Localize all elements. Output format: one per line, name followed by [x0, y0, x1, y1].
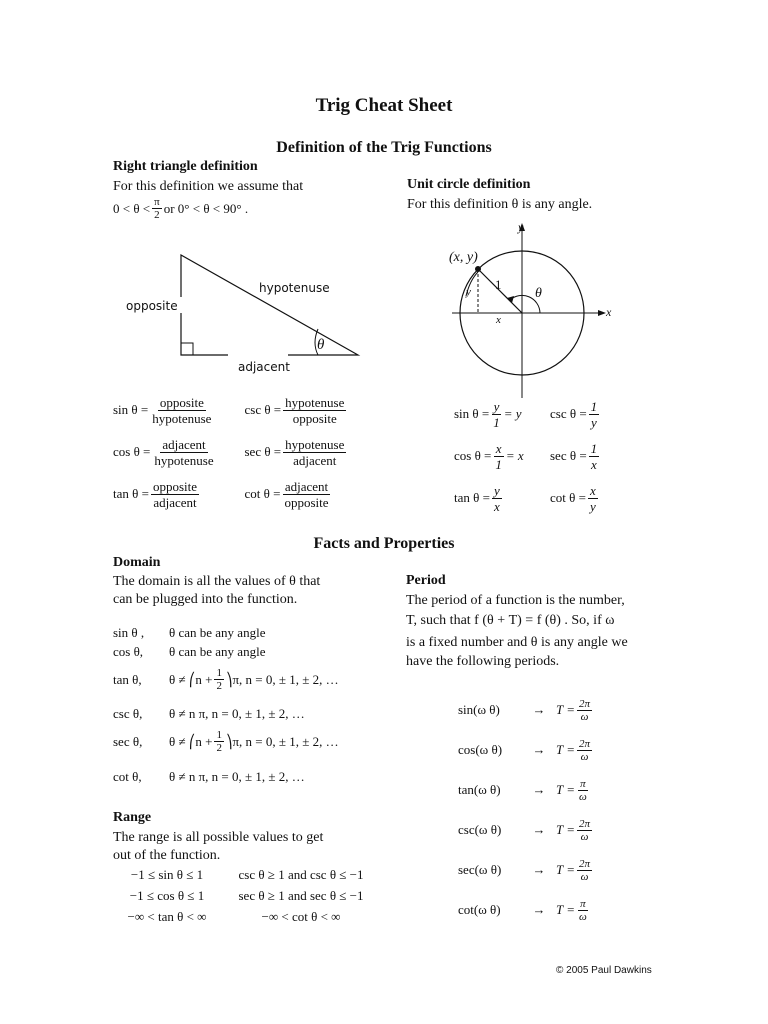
domain-text-2: can be plugged into the function. [113, 592, 298, 607]
uc-formula-lhs: sec θ = [550, 448, 587, 463]
uc-formula [550, 399, 630, 430]
half-fraction [214, 729, 224, 754]
range-right: −∞ < cot θ < ∞ [261, 908, 341, 924]
formula-fraction [283, 395, 346, 426]
half-fraction-den: 2 [216, 742, 222, 754]
opposite-label: opposite [126, 299, 178, 313]
period-text-4: have the following periods. [406, 654, 560, 669]
formula-fraction [151, 479, 199, 510]
domain-function: cot θ, [113, 769, 142, 784]
uc-formula-fraction-num: 1 [590, 440, 598, 456]
domain-condition: θ can be any angle [169, 625, 266, 640]
definitions-heading: Definition of the Trig Functions [276, 139, 492, 156]
uc-formula-fraction-num: y [493, 482, 500, 498]
period-t: T = [556, 702, 576, 717]
formula-fraction-num: adjacent [162, 436, 206, 452]
period-fraction-num: 2π [579, 697, 591, 710]
x-axis-arrow [598, 310, 606, 316]
range-right: sec θ ≥ 1 and sec θ ≤ −1 [238, 887, 364, 903]
uc-formula-fraction-num: y [493, 398, 500, 414]
period-fraction-num: π [580, 777, 586, 790]
period-t: T = [556, 822, 576, 837]
right-triangle-formulas [113, 389, 373, 515]
period-row [458, 890, 658, 930]
period-function: tan(ω θ) [458, 782, 501, 797]
domain-heading: Domain [113, 555, 161, 570]
arrow-icon: → [532, 742, 546, 757]
right-angle-mark [181, 343, 193, 355]
range-row [113, 864, 393, 885]
hypotenuse-label: hypotenuse [259, 281, 330, 295]
range-left: −∞ < tan θ < ∞ [127, 908, 207, 924]
unit-circle-formulas [454, 393, 634, 519]
domain-condition: θ can be any angle [169, 644, 266, 659]
period-text-2: T, such that f (θ + T) = f (θ) . So, if ω [406, 613, 615, 628]
formula-row [113, 431, 373, 473]
uc-formula-lhs: sin θ = [454, 406, 490, 421]
circle-theta-label: θ [535, 286, 542, 301]
formula-fraction-den: opposite [284, 494, 329, 510]
uc-formula [454, 483, 550, 514]
uc-formula-fraction-den: 1 [493, 414, 500, 430]
period-row [458, 850, 658, 890]
formula-fraction [150, 395, 213, 426]
uc-formula [454, 399, 550, 430]
uc-formula-row [454, 393, 634, 435]
uc-formula-fraction [588, 483, 598, 514]
domain-row [113, 769, 305, 785]
formula-fraction-num: opposite [159, 394, 204, 410]
x-axis-label: x [606, 305, 612, 319]
uc-formula-lhs: cos θ = [454, 448, 492, 463]
period-t: T = [556, 782, 576, 797]
uc-formula-fraction-den: x [591, 456, 597, 472]
uc-formula-fraction [589, 399, 600, 430]
formula [244, 479, 373, 510]
uc-formula-fraction [491, 399, 502, 430]
half-fraction-num: 1 [216, 667, 222, 679]
pi-den: 2 [154, 209, 160, 221]
unit-circle-heading: Unit circle definition [407, 177, 531, 192]
domain-condition-post: ⎞π, n = 0, ± 1, ± 2, … [225, 733, 339, 749]
uc-formula-fraction-den: y [589, 498, 596, 514]
range-text-1: The range is all possible values to get [113, 830, 324, 845]
domain-condition-pre: θ ≠ ⎛n + [169, 733, 213, 749]
domain-row [113, 729, 339, 754]
facts-heading: Facts and Properties [313, 535, 455, 552]
period-fraction-den: ω [579, 790, 587, 803]
period-function: sec(ω θ) [458, 862, 502, 877]
angle-condition [113, 196, 248, 221]
formula-fraction-num: hypotenuse [285, 394, 345, 410]
period-row [458, 730, 658, 770]
domain-function: sin θ , [113, 625, 145, 640]
formula-lhs: sec θ = [244, 444, 282, 459]
y-leg-label: y [466, 286, 471, 298]
uc-formula-fraction [589, 441, 600, 472]
period-fraction-num: 2π [579, 857, 591, 870]
period-function: cos(ω θ) [458, 742, 503, 757]
half-fraction-num: 1 [216, 729, 222, 741]
period-fraction-den: ω [579, 910, 587, 923]
period-fraction-den: ω [580, 830, 589, 843]
formula [113, 437, 244, 468]
domain-condition-pre: θ ≠ ⎛n + [169, 671, 213, 687]
formula-lhs: sin θ = [113, 402, 149, 417]
pi-num: π [154, 196, 160, 208]
period-fraction [577, 858, 592, 883]
uc-formula-lhs: csc θ = [550, 406, 587, 421]
period-function: cot(ω θ) [458, 902, 501, 917]
period-t: T = [556, 742, 576, 757]
domain-function: tan θ, [113, 671, 142, 687]
period-text-3: is a fixed number and θ is any angle we [406, 635, 628, 650]
arrow-icon: → [532, 822, 546, 837]
period-row [458, 770, 658, 810]
arrow-icon: → [532, 702, 546, 717]
domain-row [113, 706, 305, 722]
period-fraction-num: 2π [579, 737, 591, 750]
formula [113, 479, 244, 510]
period-row [458, 690, 658, 730]
radius-label: 1 [495, 277, 502, 292]
formula-fraction-den: adjacent [153, 494, 197, 510]
unit-circle-figure [440, 218, 620, 398]
domain-condition: θ ≠ n π, n = 0, ± 1, ± 2, … [169, 706, 305, 721]
uc-formula-lhs: tan θ = [454, 490, 490, 505]
page-title: Trig Cheat Sheet [315, 95, 453, 116]
period-text-1: The period of a function is the number, [406, 593, 625, 608]
period-fraction [577, 898, 589, 923]
point-marker [475, 266, 481, 272]
uc-formula-fraction [492, 483, 502, 514]
range-left: −1 ≤ cos θ ≤ 1 [129, 887, 205, 903]
right-triangle-intro: For this definition we assume that [113, 179, 304, 194]
formula-fraction-num: hypotenuse [285, 436, 345, 452]
period-fraction [577, 698, 592, 723]
range-left: −1 ≤ sin θ ≤ 1 [130, 866, 204, 882]
y-axis-label: y [518, 220, 524, 234]
uc-formula-rhs: = y [503, 406, 522, 421]
uc-formula [550, 483, 630, 514]
formula [244, 395, 373, 426]
adjacent-label: adjacent [238, 360, 290, 374]
arrow-icon: → [532, 782, 546, 797]
uc-formula-fraction-num: x [589, 482, 596, 498]
formula-row [113, 389, 373, 431]
uc-formula-fraction-den: x [493, 498, 500, 514]
uc-formula-fraction-num: 1 [590, 398, 598, 414]
range-rows [113, 864, 393, 927]
formula-fraction-num: adjacent [284, 478, 329, 494]
formula-fraction-den: opposite [292, 410, 337, 426]
domain-condition: θ ≠ n π, n = 0, ± 1, ± 2, … [169, 769, 305, 784]
x-leg-label: x [496, 314, 501, 326]
domain-row [113, 667, 339, 692]
period-rows [458, 690, 658, 930]
period-fraction-num: 2π [579, 817, 591, 830]
pi-over-2 [152, 196, 162, 221]
formula-lhs: cot θ = [244, 486, 281, 501]
uc-formula [550, 441, 630, 472]
range-right: csc θ ≥ 1 and csc θ ≤ −1 [238, 866, 364, 882]
period-function: csc(ω θ) [458, 822, 502, 837]
domain-function: csc θ, [113, 706, 143, 721]
domain-condition-post: ⎞π, n = 0, ± 1, ± 2, … [225, 671, 339, 687]
formula-lhs: csc θ = [244, 402, 282, 417]
formula [244, 437, 373, 468]
formula-lhs: cos θ = [113, 444, 151, 459]
right-triangle-heading: Right triangle definition [113, 159, 258, 174]
period-row [458, 810, 658, 850]
domain-function: cos θ, [113, 644, 144, 659]
period-heading: Period [406, 573, 446, 588]
period-fraction-den: ω [580, 750, 589, 763]
uc-formula-fraction-den: y [591, 414, 597, 430]
domain-row [113, 625, 265, 641]
point-label: (x, y) [449, 250, 478, 265]
period-fraction [577, 738, 592, 763]
uc-formula-fraction-den: 1 [495, 456, 502, 472]
triangle-shape [181, 255, 358, 355]
domain-row [113, 644, 265, 660]
formula-fraction-den: hypotenuse [152, 410, 212, 426]
formula-fraction [282, 479, 330, 510]
domain-function: sec θ, [113, 733, 143, 749]
arrow-icon: → [532, 862, 546, 877]
formula-fraction [152, 437, 215, 468]
period-fraction [577, 778, 589, 803]
half-fraction-den: 2 [216, 680, 222, 692]
uc-formula [454, 441, 550, 472]
period-function: sin(ω θ) [458, 702, 500, 717]
period-fraction-den: ω [580, 870, 589, 883]
period-t: T = [556, 862, 576, 877]
uc-formula-lhs: cot θ = [550, 490, 586, 505]
formula-row [113, 473, 373, 515]
formula-lhs: tan θ = [113, 486, 149, 501]
period-fraction [577, 818, 592, 843]
uc-formula-fraction-num: x [495, 440, 502, 456]
unit-circle-intro: For this definition θ is any angle. [407, 197, 593, 212]
arrow-icon: → [532, 902, 546, 917]
formula-fraction-num: opposite [152, 478, 198, 494]
period-fraction-num: π [580, 897, 586, 910]
range-row [113, 885, 393, 906]
range-row [113, 906, 393, 927]
range-text-2: out of the function. [113, 848, 221, 863]
formula-fraction [283, 437, 346, 468]
condition-lt: 0 < θ < [113, 200, 151, 216]
formula-fraction-den: adjacent [293, 452, 337, 468]
uc-formula-row [454, 435, 634, 477]
uc-formula-fraction [493, 441, 504, 472]
uc-formula-row [454, 477, 634, 519]
period-t: T = [556, 902, 576, 917]
uc-formula-rhs: = x [505, 448, 524, 463]
theta-label: θ [317, 337, 325, 353]
period-fraction-den: ω [580, 710, 589, 723]
range-heading: Range [113, 810, 152, 825]
domain-text-1: The domain is all the values of θ that [113, 574, 321, 589]
half-fraction [214, 667, 224, 692]
formula-fraction-den: hypotenuse [154, 452, 214, 468]
formula [113, 395, 244, 426]
copyright: © 2005 Paul Dawkins [556, 965, 652, 976]
condition-rest: or 0° < θ < 90° . [163, 200, 249, 216]
